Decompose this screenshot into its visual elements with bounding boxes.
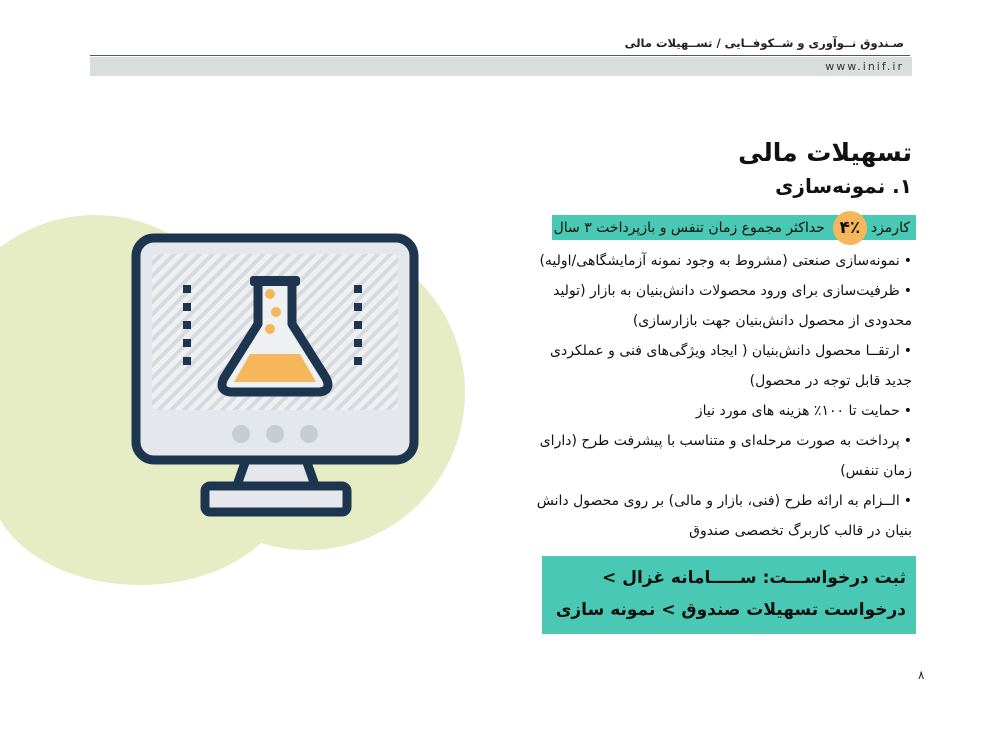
bullet-icon: • bbox=[903, 433, 912, 449]
fee-badge: ۴٪ bbox=[833, 211, 867, 245]
monitor-base-icon bbox=[205, 486, 347, 512]
page-number: ۸ bbox=[918, 668, 925, 682]
fee-bar bbox=[552, 215, 916, 240]
list-item: •حمایت تا ۱۰۰٪ هزینه های مورد نیاز bbox=[695, 403, 912, 419]
header-url[interactable]: www.inif.ir bbox=[825, 60, 904, 73]
computer-monitor-lab-flask-icon bbox=[130, 232, 422, 522]
bullet-icon: • bbox=[903, 403, 912, 419]
bullet-icon: • bbox=[903, 253, 912, 269]
header-title: صـندوق نــوآوری و شــکوفــایی / تســهیلات مالی bbox=[624, 36, 904, 50]
page-title: تسهیلات مالی bbox=[738, 138, 912, 167]
list-item: •ارتقــا محصول دانش‌بنیان ( ایجاد ویژگی‌های فنی و عملکردی جدید قابل توجه در محصول) bbox=[550, 343, 912, 389]
bullet-icon: • bbox=[903, 283, 912, 299]
bullet-icon: • bbox=[903, 343, 912, 359]
request-path-box: ثبت درخواســـت: ســـــامانه غزال > درخواست تسهیلات صندوق > نمونه سازی bbox=[542, 556, 916, 634]
list-item: •ظرفیت‌سازی برای ورود محصولات دانش‌بنیان به بازار (تولید محدودی از محصول دانش‌بنیان جهت بازارسازی) bbox=[553, 283, 912, 329]
section-title: ۱. نمونه‌سازی bbox=[775, 174, 912, 198]
header-band bbox=[90, 57, 912, 76]
list-item: •نمونه‌سازی صنعتی (مشروط به وجود نمونه آزمایشگاهی/اولیه) bbox=[539, 253, 912, 269]
bullet-icon: • bbox=[903, 493, 912, 509]
features-list bbox=[520, 246, 912, 546]
list-item: •الــزام به ارائه طرح (فنی، بازار و مالی) بر روی محصول دانش بنیان در قالب کاربرگ تخصصی صندوق bbox=[536, 493, 912, 539]
list-item: •پرداخت به صورت مرحله‌ای و متناسب با پیشرفت طرح (دارای زمان تنفس) bbox=[539, 433, 912, 479]
monitor-buttons-icon bbox=[232, 425, 318, 443]
header-rule bbox=[90, 55, 910, 56]
content-block bbox=[520, 135, 912, 634]
fee-text: حداکثر مجموع زمان تنفس و بازپرداخت ۳ سال bbox=[553, 219, 825, 236]
fee-label: کارمزد bbox=[870, 219, 910, 236]
